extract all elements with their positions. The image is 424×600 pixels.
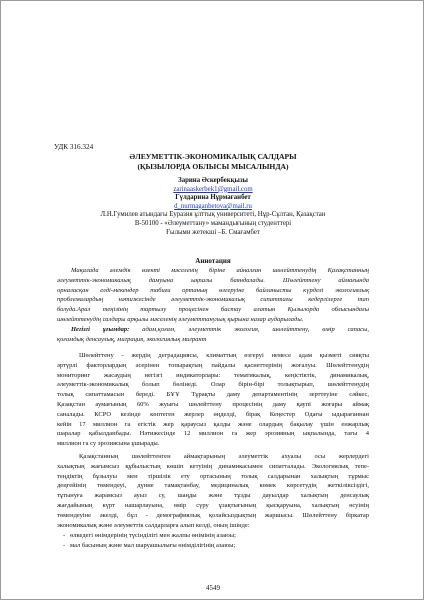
paragraph-line: толық сипаттамасын береді. БҰҰ Тұрақты даму департаментінің зерттеуіне сәйкес, bbox=[57, 391, 369, 399]
author-name: Гүлдарина Нұрмағанбет bbox=[175, 194, 251, 202]
bullet-marker: - bbox=[63, 541, 71, 549]
list-item bbox=[63, 541, 363, 551]
bullet-marker: - bbox=[63, 532, 71, 539]
paragraph-2 bbox=[57, 452, 369, 530]
page-number: 4549 bbox=[206, 584, 220, 592]
bullet-list bbox=[63, 531, 363, 551]
keywords-text: адам,қоғам, әлеуметтік экология, шөлейттену, өмір сапасы, bbox=[129, 325, 369, 333]
article-title bbox=[41, 152, 385, 171]
udk-code: УДК 316.324 bbox=[54, 143, 94, 151]
paragraph-line: шаралар қабылданбады. Нәтижесінде 12 миллион га жер эрозияның ықпалында, тағы 4 bbox=[57, 430, 369, 438]
paragraph-line: кейін 17 миллион га егістік жер қараусыз қалды және олардың бақылау үшін енжарлық bbox=[57, 420, 369, 428]
paragraph-line: саналады. КСРО кезінде көптеген жерлер өңделді, бірақ Кеңестер Одағы ыдырағаннан bbox=[57, 410, 369, 418]
abstract-line: орналасқан елді-мекендер табиғи ортаның өзгеруіне байланысты күрделі экологиялық bbox=[57, 286, 369, 294]
list-item-text: өлкедегі өнімдерінің түсінділігі мен жалпы өнімінің азаюы; bbox=[70, 532, 236, 539]
paragraph-line: Қазақстанның шөлейттенген аймақтарының әлеуметтік ахуалы осы жерлердегі bbox=[79, 453, 369, 460]
keywords-line bbox=[57, 325, 369, 335]
paragraph-line: төмендеуіне әкелді, бұл - демографиялық қолайсыздықтың жаршысы. Шөлейттену біркатар bbox=[57, 511, 369, 519]
abstract-line: әлеуметтік-экономикалық дамуына ықпалы баяндалады. Шөлейттену аймағында bbox=[57, 276, 369, 284]
author-email-link[interactable]: d_nurmaganbetova@mail.ru bbox=[174, 202, 252, 210]
paragraph-line: Қазақстан аумағының 60% жуығы шөлейттену процесінің даму қаупі жоғары аймақ bbox=[57, 400, 369, 408]
abstract-text bbox=[57, 266, 369, 344]
paragraph-line: әртүрлі факторлардың әсерінен топырақтың пайдалы қасиеттерінің жоғалуы. Шөлейттенудің bbox=[57, 361, 369, 369]
paragraph-line: әлеуметтік-экономикалық болып бөлінеді. Олар бірін-бірі толықтырып, шөлейттенудің bbox=[57, 381, 369, 389]
paragraph-1 bbox=[57, 351, 369, 449]
paragraph-line: экономикалық және әлеуметтік салдарларға алып келді, оның ішінде: bbox=[57, 521, 250, 529]
keywords-line: қоғамдық денсаулық, миграция, экологиялық мигрант bbox=[57, 335, 207, 343]
list-item-text: мал басының және мал шаруашылығы өнімділігінің азаюы; bbox=[70, 541, 236, 549]
author-name: Зарина Әскербекқызы bbox=[178, 177, 248, 184]
paragraph-line: деңгейінің төмендеуі, дүние тамақтанбау, медициналық көмек көрсетудің жеткіліксіздігі, bbox=[57, 482, 369, 490]
keywords-label: Негізгі ұғымдар: bbox=[71, 325, 130, 333]
abstract-line: проблемалардың нәтижесінде әлеуметтік-экономикалық сипаттағы кедергілерге тап bbox=[57, 296, 369, 304]
list-item bbox=[63, 531, 363, 541]
abstract-line: шөлейттенудің салдары арқылы мәселенің әлеуметтанулық қырына назар аударылады. bbox=[57, 315, 304, 323]
abstract-line: Мақалада әлемдік өзекті мәселенің біріне айналған шөлейттенудің Қазақстанның bbox=[71, 267, 369, 274]
abstract-line: болуда.Арал теңізінің тартылу процесінен бастау алатын Қызылорда облысындағы bbox=[57, 306, 369, 314]
paragraph-line: мониторинг жасаудың негізгі индикаторлары: тематикалық, кеңістіктік, динамикалық, bbox=[57, 371, 369, 379]
title-line: ӘЛЕУМЕТТІК-ЭКОНОМИКАЛЫҚ САЛДАРЫ bbox=[129, 152, 297, 161]
paragraph-line: жағдайының күрт нашарлауына, өмір сүру ұзақтығының қысқаруына, халықтың өсуінің bbox=[57, 501, 369, 509]
affiliation-line: Ғылыми жетекші –Б. Смағамбет bbox=[166, 228, 260, 236]
abstract-heading: Аннотация bbox=[195, 257, 231, 265]
paragraph-line: Шөлейттену - жердің деградациясы, климаттың өзгеруі немесе адам қызметі сияқты bbox=[79, 352, 369, 359]
affiliation-line: Л.Н.Гумилев атындағы Еуразия ұлттық университеті, Нұр-Сұлтан, Қазақстан bbox=[100, 211, 326, 219]
paragraph-line: халықтың жағымсыз құбылыстың көшіп кетуінің динамикасымен сипатталады. Экологиялық тепе- bbox=[57, 462, 369, 470]
paragraph-line: тұтынуға жарамсыз ауыз су, шаңды және тұзды дауылдар халықтың денсаулық bbox=[57, 492, 369, 500]
paragraph-line: теңдіктің бұзылуы мен тіршілік ету ортасының толық салдарынан халықтың тұрмыс bbox=[57, 472, 369, 480]
affiliation-line: В-50100 - «Әлеуметтану» мамандығының студенттері bbox=[134, 219, 292, 227]
author-block bbox=[41, 177, 385, 237]
title-line: (ҚЫЗЫЛОРДА ОБЛЫСЫ МЫСАЛЫНДА) bbox=[137, 161, 289, 171]
paragraph-line: миллион га су эрозиясына ұшырады. bbox=[57, 440, 160, 448]
author-email-link[interactable]: zarinaaskerbek1@gmail.com bbox=[173, 185, 253, 193]
